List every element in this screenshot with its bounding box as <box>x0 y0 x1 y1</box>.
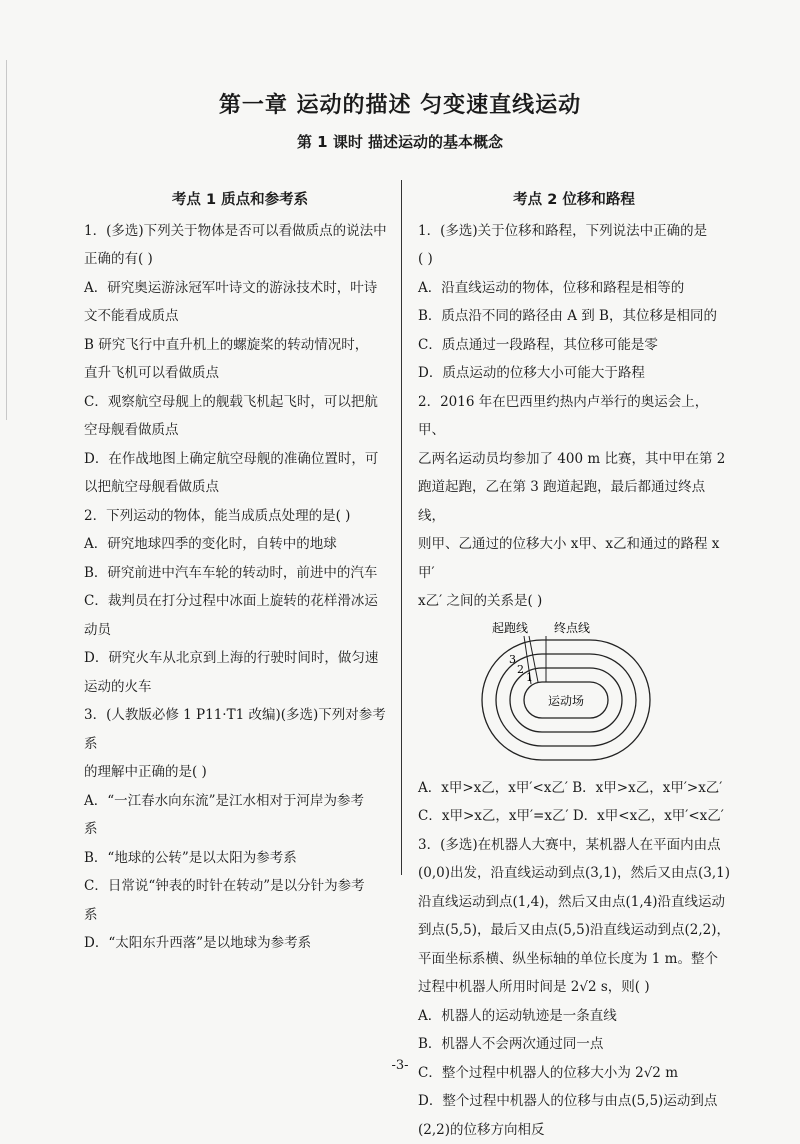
text-line: D．研究火车从北京到上海的行驶时间时，做匀速 <box>84 644 396 673</box>
text-line: x乙′ 之间的关系是( ) <box>418 587 730 616</box>
text-line: B 研究飞行中直升机上的螺旋桨的转动情况时， <box>84 331 396 360</box>
field-label: 运动场 <box>548 693 584 708</box>
text-line: A．沿直线运动的物体，位移和路程是相等的 <box>418 274 730 303</box>
text-line: 到点(5,5)，最后又由点(5,5)沿直线运动到点(2,2)， <box>418 916 730 945</box>
text-line: D．整个过程中机器人的位移与由点(5,5)运动到点 <box>418 1087 730 1116</box>
section-title-2: 考点 2 位移和路程 <box>418 186 730 215</box>
section-title-1: 考点 1 质点和参考系 <box>84 186 396 215</box>
text-line: C．质点通过一段路程，其位移可能是零 <box>418 331 730 360</box>
text-line: 平面坐标系横、纵坐标轴的单位长度为 1 m。整个 <box>418 945 730 974</box>
left-line-list <box>84 217 396 958</box>
text-line: B．研究前进中汽车车轮的转动时，前进中的汽车 <box>84 559 396 588</box>
column-divider <box>401 180 402 875</box>
text-line: C．观察航空母舰上的舰载飞机起飞时，可以把航 <box>84 388 396 417</box>
text-line: C．x甲>x乙，x甲′=x乙′ D．x甲<x乙，x甲′<x乙′ <box>418 802 730 831</box>
text-line: A．研究奥运游泳冠军叶诗文的游泳技术时，叶诗 <box>84 274 396 303</box>
right-column <box>418 186 730 1144</box>
right-line-list-after <box>418 774 730 1144</box>
lesson-title: 第 1 课时 描述运动的基本概念 <box>0 131 800 152</box>
right-line-list-before <box>418 217 730 616</box>
text-line: 2．下列运动的物体，能当成质点处理的是( ) <box>84 502 396 531</box>
text-line: 空母舰看做质点 <box>84 416 396 445</box>
chapter-title: 第一章 运动的描述 匀变速直线运动 <box>0 88 800 119</box>
text-line: 乙两名运动员均参加了 400 m 比赛，其中甲在第 2 <box>418 445 730 474</box>
text-line: B．机器人不会两次通过同一点 <box>418 1030 730 1059</box>
text-line: D．在作战地图上确定航空母舰的准确位置时，可 <box>84 445 396 474</box>
text-line: 动员 <box>84 616 396 645</box>
text-line: ( ) <box>418 245 730 274</box>
text-line: 以把航空母舰看做质点 <box>84 473 396 502</box>
text-line: 直升飞机可以看做质点 <box>84 359 396 388</box>
text-line: B．质点沿不同的路径由 A 到 B，其位移是相同的 <box>418 302 730 331</box>
text-line: A．研究地球四季的变化时，自转中的地球 <box>84 530 396 559</box>
text-line: D．“太阳东升西落”是以地球为参考系 <box>84 929 396 958</box>
text-line: 的理解中正确的是( ) <box>84 758 396 787</box>
text-line: 跑道起跑，乙在第 3 跑道起跑，最后都通过终点线， <box>418 473 730 530</box>
text-line: D．质点运动的位移大小可能大于路程 <box>418 359 730 388</box>
text-line: 运动的火车 <box>84 673 396 702</box>
text-line: 正确的有( ) <box>84 245 396 274</box>
text-line: A．x甲>x乙，x甲′<x乙′ B．x甲>x乙，x甲′>x乙′ <box>418 774 730 803</box>
text-line: 系 <box>84 901 396 930</box>
text-line: 3．(多选)在机器人大赛中，某机器人在平面内由点 <box>418 831 730 860</box>
text-line: C．整个过程中机器人的位移大小为 2√2 m <box>418 1059 730 1088</box>
text-line: C．裁判员在打分过程中冰面上旋转的花样滑冰运 <box>84 587 396 616</box>
text-line: (0,0)出发，沿直线运动到点(3,1)，然后又由点(3,1) <box>418 859 730 888</box>
track-diagram <box>418 618 730 770</box>
start-line-label: 起跑线 <box>492 620 528 635</box>
text-line: C．日常说“钟表的时针在转动”是以分针为参考 <box>84 872 396 901</box>
text-line: 3．(人教版必修 1 P11·T1 改编)(多选)下列对参考系 <box>84 701 396 758</box>
text-line: 1．(多选)下列关于物体是否可以看做质点的说法中 <box>84 217 396 246</box>
text-line: 沿直线运动到点(1,4)，然后又由点(1,4)沿直线运动 <box>418 888 730 917</box>
page-number: -3- <box>0 1058 800 1073</box>
left-column <box>84 186 396 958</box>
text-line: A．“一江春水向东流”是江水相对于河岸为参考 <box>84 787 396 816</box>
text-line: B．“地球的公转”是以太阳为参考系 <box>84 844 396 873</box>
track-diagram-svg <box>476 618 656 768</box>
text-line: 过程中机器人所用时间是 2√2 s，则( ) <box>418 973 730 1002</box>
text-line: 1．(多选)关于位移和路程，下列说法中正确的是 <box>418 217 730 246</box>
text-line: 文不能看成质点 <box>84 302 396 331</box>
text-line: 2．2016 年在巴西里约热内卢举行的奥运会上，甲、 <box>418 388 730 445</box>
finish-line-label: 终点线 <box>554 620 590 635</box>
lane-number-1: 1 <box>526 671 533 684</box>
lane-number-3: 3 <box>509 653 516 666</box>
text-line: (2,2)的位移方向相反 <box>418 1116 730 1144</box>
text-line: A．机器人的运动轨迹是一条直线 <box>418 1002 730 1031</box>
lane-number-2: 2 <box>517 663 524 676</box>
text-line: 则甲、乙通过的位移大小 x甲、x乙和通过的路程 x甲′ <box>418 530 730 587</box>
text-line: 系 <box>84 815 396 844</box>
